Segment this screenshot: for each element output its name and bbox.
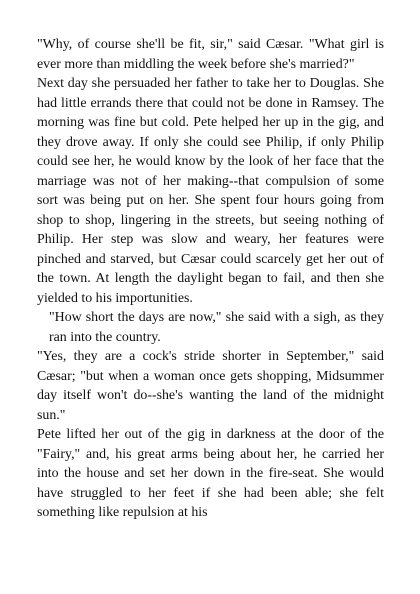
- page-text: [37, 35, 384, 523]
- paragraph-4: "Yes, they are a cock's stride shorter in September," said Cæsar; "but when a woman once gets shopping, Midsummer day itself won't do--she's wanting the land of the midnight sun.": [37, 349, 384, 423]
- paragraph-2: Next day she persuaded her father to take her to Douglas. She had little errands there that could not be done in Ramsey. The morning was fine but cold. Pete helped her up in the gig, and they drove away. If only she could see Philip, if only Philip could see her, he would know by the look of her face that the marriage was not of her making--that compulsion of some sort was being put on her. She spent four hours going from shop to shop, lingering in the streets, but seeing nothing of Philip. Her step was slow and weary, her features were pinched and starved, but Cæsar could scarcely get her out of the town. At length the daylight began to fail, and then she yielded to his importunities.: [37, 76, 384, 306]
- paragraph-3: "How short the days are now," she said with a sigh, as they ran into the country.: [49, 310, 384, 345]
- paragraph-1: "Why, of course she'll be fit, sir," said Cæsar. "What girl is ever more than middling the week before she's married?": [37, 37, 384, 72]
- paragraph-5: Pete lifted her out of the gig in darkness at the door of the "Fairy," and, his great arms being about her, he carried her into the house and set her down in the fire-seat. She would have struggled to her feet if she had been able; she felt something like repulsion at his: [37, 427, 384, 520]
